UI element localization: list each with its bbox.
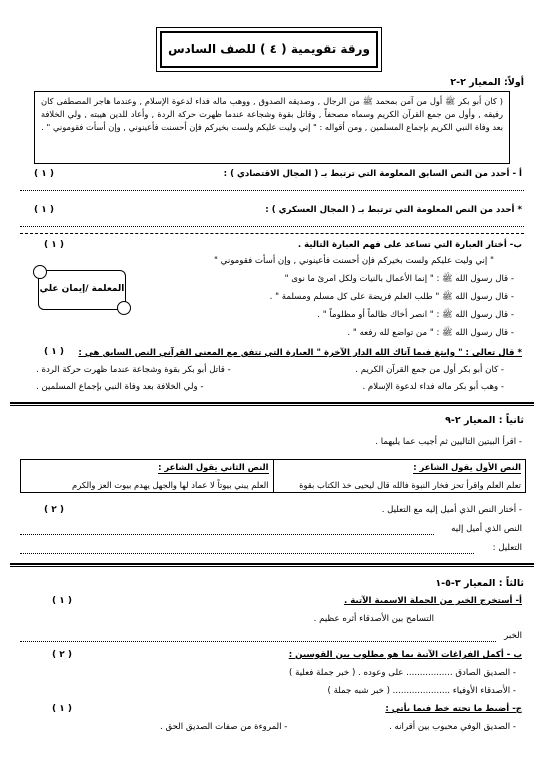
q-d-option-3[interactable]: - وهب أبو بكر ماله فداء لدعوة الإسلام . (362, 382, 504, 392)
poem2-text: العلم يبني بيوتاً لا عماد لها والجهل يهدم بيوت العز والكرم (72, 479, 269, 490)
passage-text: ( كان أبو بكر ﷺ أول من آمن بمحمد ﷺ من الرجال , وصديقه الصدوق , ووهب ماله فداء لدعوة الإسلام , وعندما هاجر المصطفى كان رفيقه , وأول من جمع القرآن الكريم وسماه مصحفاً , وقاتل بقوة وشجاعة عندما ظهرت حركة الردة , وأعاد للدين هيبته , ولي الخلافة بعد وفاة النبي الكريم بإجماع المسلمين , ومن أقواله : " إني وليت عليكم ولست بخيركم فإن أحسنت فأعينوني , وإن أسأت فقوموني " . (41, 96, 503, 132)
q-b-text: * أحدد من النص المعلومة التي ترتبط بـ ( المجال العسكري ) : (265, 205, 522, 215)
section2-instruction: - اقرأ البيتين التاليين ثم أجيب عما يليهما . (375, 437, 522, 447)
poem1-text: تعلم العلم واقرأ تحز فخار النبوة فالله قال ليحيى خذ الكتاب بقوة (299, 479, 521, 490)
teacher-name-scroll (38, 270, 126, 310)
s3-q-b: ب - أكمل الفراغات الآتية بما هو مطلوب بين القوسين : (288, 650, 522, 660)
diacritic-item-2[interactable]: - المروءة من صفات الصديق الحق . (160, 722, 288, 732)
s3-q-c-score: ( ١ ) (52, 704, 72, 714)
q-d-option-2[interactable]: - قاتل أبو بكر بقوة وشجاعة عندما ظهرت حركة الردة . (36, 365, 231, 375)
section-divider (10, 402, 534, 406)
q-d-option-1[interactable]: - كان أبو بكر أول من جمع القرآن الكريم . (355, 365, 504, 375)
option-3[interactable]: - قال رسول الله ﷺ : " انصر أخاك ظالماً أو مظلوماً " . (317, 310, 514, 320)
section2-question: - أختار النص الذي أميل إليه مع التعليل . (381, 505, 522, 515)
q-c-score: ( ١ ) (44, 240, 64, 250)
title-text: ورقة تقويمية ( ٤ ) للصف السادس (168, 42, 370, 56)
q-c-text: ب- أختار العبارة التي تساعد على فهم العبارة التالية . (297, 240, 522, 250)
teacher-name: المعلمة /إيمان علي (39, 284, 125, 295)
divider (20, 233, 524, 234)
poem1-cell (273, 460, 526, 493)
q-d-score: ( ١ ) (44, 347, 64, 357)
q-c-quote: " إني وليت عليكم ولست بخيركم فإن أحسنت فأعينوني , وإن أسأت فقوموني " (214, 256, 494, 266)
q-d-text: * قال تعالى : " وابتغ فيما آتاك الله الدار الآخرة " العبارة التي تتفق مع المعنى القرآني النص السابق هي : (78, 348, 522, 358)
fill-item-1[interactable]: - الصديق الصادق ................. على وعوده . ( خبر جملة فعلية ) (289, 668, 516, 678)
poem1-heading: النص الأول يقول الشاعر : (413, 462, 521, 472)
poems-table (20, 459, 526, 493)
s3-q-c: ج- أضبط ما تحته خط فيما يأتي : (385, 704, 522, 714)
reason-label: التعليل : (492, 543, 522, 553)
predicate-answer-line[interactable] (20, 641, 496, 642)
option-1[interactable]: - قال رسول الله ﷺ : " إنما الأعمال بالنيات ولكل امرئ ما نوى " (284, 274, 514, 284)
section1-header: أولاً: المعيار ٢-٢ (450, 77, 524, 88)
section2-header: ثانياً : المعيار ٢-٩ (445, 415, 524, 426)
diacritic-item-1[interactable]: - الصديق الوفي محبوب بين أقرانه . (389, 722, 516, 732)
q-a-text: أ - أحدد من النص السابق المعلومة التي ترتبط بـ ( المجال الاقتصادي ) : (223, 169, 522, 179)
option-2[interactable]: - قال رسول الله ﷺ " طلب العلم فريضة على كل مسلم ومسلمة " . (269, 292, 514, 302)
answer-line[interactable] (20, 226, 524, 227)
favorite-answer-line[interactable] (20, 534, 434, 535)
q-a-score: ( ١ ) (34, 169, 54, 179)
section2-score: ( ٢ ) (44, 505, 64, 515)
predicate-label: الخبر (504, 631, 522, 641)
worksheet-title (160, 31, 378, 68)
q-b-score: ( ١ ) (34, 205, 54, 215)
s3-q-a-score: ( ١ ) (52, 596, 72, 606)
s3-sentence: التسامح بين الأصدقاء أثره عظيم . (313, 614, 434, 624)
passage-box (34, 91, 510, 164)
s3-q-a: أ- أستخرج الخبر من الجملة الاسمية الآتية . (343, 596, 522, 606)
section3-header: ثالثاً : المعيار ٣-٥-١ (435, 578, 524, 589)
s3-q-b-score: ( ٢ ) (52, 650, 72, 660)
section-divider (10, 563, 534, 567)
reason-answer-line[interactable] (20, 553, 474, 554)
q-d-option-4[interactable]: - ولي الخلافة بعد وفاة النبي بإجماع المسلمين . (36, 382, 204, 392)
favorite-label: النص الذي أميل إليه (451, 524, 522, 534)
fill-item-2[interactable]: - الأصدقاء الأوفياء ..................... ( خبر شبه جملة ) (327, 686, 516, 696)
answer-line[interactable] (20, 190, 524, 191)
option-4[interactable]: - قال رسول الله ﷺ : " من تواضع لله رفعه " . (347, 328, 514, 338)
poem2-cell (21, 460, 274, 493)
poem2-heading: النص الثاني يقول الشاعر : (158, 462, 269, 472)
